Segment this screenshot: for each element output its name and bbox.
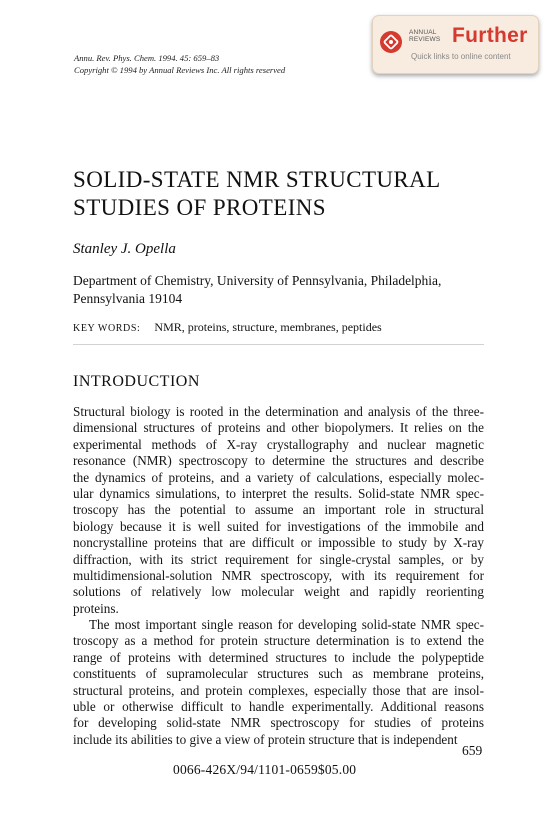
annual-reviews-wordmark: ANNUAL REVIEWS	[409, 29, 441, 43]
paragraph-2	[73, 617, 484, 748]
paragraph-line: include its abilities to give a view of protein structure that is independent	[73, 731, 458, 747]
paragraph-line: solutions of relatively low molecular weight and rapidly reorienting	[73, 584, 484, 600]
annual-reviews-logo-icon	[380, 31, 402, 53]
paragraph-1	[73, 404, 484, 617]
paragraph-line: ular dynamics simulations, to interpret the results. Solid-state NMR spec-	[73, 485, 484, 501]
further-subtitle: Quick links to online content	[411, 52, 511, 61]
paragraph-line: experimental methods of X-ray crystallography and nuclear magnetic	[73, 436, 484, 452]
keywords-list: NMR, proteins, structure, membranes, peptides	[154, 320, 382, 334]
footer-code: 0066-426X/94/1101-0659$05.00	[173, 762, 357, 777]
paragraph-line: troscopy has the potential to assume an important role in structural	[73, 502, 484, 518]
title-line-2: STUDIES OF PROTEINS	[73, 195, 326, 220]
article-title	[73, 166, 441, 222]
paragraph-line: diffraction, with its strict requirement for single-crystal samples, or by	[73, 551, 484, 567]
page-number: 659	[462, 743, 483, 758]
paragraph-line: the dynamics of proteins, and a variety of calculations, especially molec-	[73, 469, 484, 485]
paragraph-line: resonance (NMR) spectroscopy to determine the structures and describe	[73, 453, 484, 469]
citation-line-2: Copyright © 1994 by Annual Reviews Inc. All rights reserved	[74, 65, 286, 75]
keywords-row	[73, 320, 382, 335]
affiliation-line-2: Pennsylvania 19104	[73, 291, 183, 306]
title-line-1: SOLID-STATE NMR STRUCTURAL	[73, 167, 441, 192]
journal-citation	[74, 52, 285, 76]
paragraph-line: troscopy as a method for protein structure determination is to extend the	[73, 633, 484, 649]
paragraph-line: for developing solid-state NMR spectroscopy for studies of proteins	[73, 715, 484, 731]
further-label: Further	[452, 24, 528, 47]
paragraph-line: multidimensional-solution NMR spectroscopy, with its requirement for	[73, 567, 484, 583]
paragraph-line: noncrystalline proteins that are difficult or impossible to study by X-ray	[73, 535, 484, 551]
paragraph-line: range of proteins with determined structures to include the polypeptide	[73, 649, 484, 665]
paragraph-line: Structural biology is rooted in the determination and analysis of the three-	[73, 404, 484, 419]
further-links-badge[interactable]	[372, 15, 539, 74]
paragraph-line: proteins.	[73, 600, 119, 616]
paragraph-line: uble or otherwise difficult to handle experimentally. Additional reasons	[73, 698, 484, 714]
citation-line-1: Annu. Rev. Phys. Chem. 1994. 45: 659–83	[74, 53, 220, 63]
affiliation-line-1: Department of Chemistry, University of Pennsylvania, Philadelphia,	[73, 273, 442, 288]
section-heading: INTRODUCTION	[73, 373, 200, 390]
paragraph-line: structural proteins, and protein complexes, especially those that are insol-	[73, 682, 484, 698]
keywords-label: KEY WORDS:	[73, 323, 141, 334]
keywords-divider	[73, 344, 484, 345]
author-affiliation	[73, 272, 441, 308]
paragraph-line: dimensional structures of proteins and other biopolymers. It relies on the	[73, 420, 484, 436]
paragraph-line: The most important single reason for developing solid-state NMR spec-	[89, 617, 484, 632]
paragraph-line: biology because it is well suited for investigations of the immobile and	[73, 518, 484, 534]
paragraph-line: constituents of supramolecular structures such as membrane proteins,	[73, 666, 484, 682]
author-name: Stanley J. Opella	[73, 241, 176, 257]
